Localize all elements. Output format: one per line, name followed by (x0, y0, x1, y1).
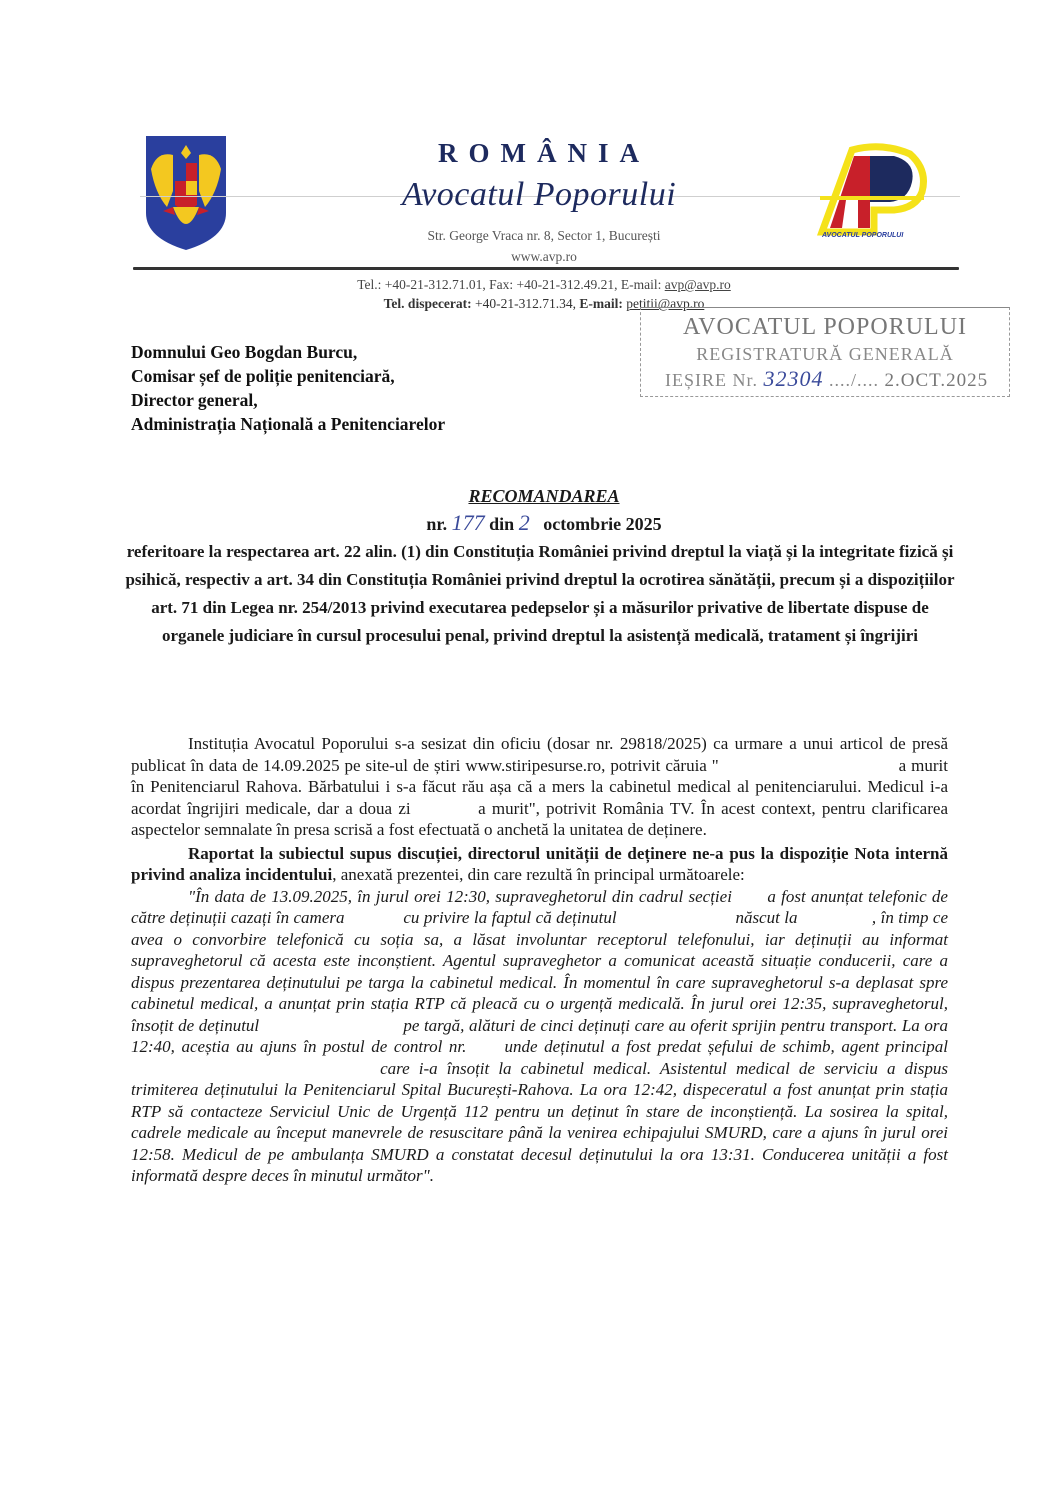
stamp-line-1: AVOCATUL POPORULUI (682, 314, 968, 340)
din-label: din (489, 514, 515, 534)
p1-text-b: a murit în Penitenciarul Rahova. Bărbatului i s-a făcut rău așa că a mers la cabinetul medical al penitenciarului. Medicul i-a acordat îngrijiri medicale, dar a doua zi (131, 755, 948, 818)
logo-caption: AVOCATUL POPORULUI (822, 232, 904, 239)
country-title: ROMÂNIA (438, 138, 650, 168)
document-number: 177 (451, 510, 485, 535)
contact-phone-fax: Tel.: +40-21-312.71.01, Fax: +40-21-312.49.21, E-mail: (357, 277, 665, 292)
nr-label: nr. (426, 514, 448, 534)
addressee-block (131, 340, 445, 436)
dispatch-label: Tel. dispecerat: (383, 296, 472, 311)
stamp-line-3: IEȘIRE Nr. 32304 ..../.... 2.OCT.2025 (665, 366, 989, 391)
email-link-petitii[interactable]: petitii@avp.ro (626, 296, 705, 311)
quote-paragraph (131, 886, 948, 1187)
document-body (131, 733, 948, 1187)
document-number-line (0, 510, 1058, 536)
addressee-name: Domnului Geo Bogdan Burcu, (131, 342, 358, 362)
addressee-position: Director general, (131, 390, 258, 410)
quote-text-1: "În data de 13.09.2025, în jurul orei 12:30, supraveghetorul din cadrul secției (188, 886, 738, 906)
quote-text-7: unde deținutul a fost predat șefului de schimb, agent principal (497, 1037, 949, 1056)
avocatul-poporului-logo-icon (812, 140, 930, 250)
stamp-date: 2.OCT.2025 (884, 370, 989, 391)
stamp-separator: / (851, 370, 858, 390)
institution-address: Str. George Vraca nr. 8, Sector 1, București (427, 228, 661, 243)
quote-text-8: care i-a însoțit la cabinetul medical. Asistentul medical de serviciu a dispus trimiterea deținutului la Penitenciarul Spital București-Rahova. La ora 12:42, dispeceratul a fost anunțat prin stația RTP să contacteze Serviciul Unic de Urgență 112 pentru un deținut în stare de inconștiență. La sosirea la spital, cadrele medicale au început manevrele de resuscitare până la venirea echipajului SMURD, care a ajuns în jurul orei 12:58. Medicul de pe ambulanța SMURD a constatat decesul deținutului la ora 13:31. Conducerea unității a fost informată despre deces în minutul următor". (131, 1058, 948, 1185)
addressee-organization: Administrația Națională a Penitenciarelor (131, 414, 446, 434)
p1-text-a: Instituția Avocatul Poporului s-a sesizat din oficiu (dosar nr. 29818/2025) ca urmare a unui articol de presă publicat în data de 14.09.2025 pe site-ul de știri www.stiripesurse.ro, potrivit căruia " (131, 734, 948, 775)
paragraph-2 (131, 843, 948, 886)
quote-text-6: pe targă, alături de cinci deținuți care au oferit sprijin pentru transport. La ora 12:40, aceștia au ajuns în postul de control nr. (131, 1015, 948, 1056)
institution-website: www.avp.ro (511, 249, 577, 264)
document-month-year: octombrie 2025 (543, 514, 662, 534)
dispatch-phone: +40-21-312.71.34, (471, 296, 580, 311)
stamp-line-2: REGISTRATURĂ GENERALĂ (696, 344, 954, 364)
email-link-avp[interactable]: avp@avp.ro (664, 277, 731, 292)
registry-stamp (640, 307, 1010, 397)
quote-text-3: cu privire la faptul că deținutul (398, 908, 622, 927)
contact-line-1 (0, 277, 1058, 293)
institution-name: Avocatul Poporului (401, 176, 677, 213)
quote-text-2: a fost anunțat telefonic de către deținuții cazați în camera (131, 886, 948, 927)
header-thick-rule (133, 267, 959, 270)
paragraph-1 (131, 733, 948, 841)
quote-text-5: , în timp ce avea o convorbire telefonică cu soția sa, a lăsat involuntar receptorul telefonului, iar deținuții au informat supraveghetorul că acesta este inconștient. Agentul supraveghetor a comunicat această situație conducerii, care a dispus prezentarea deținutului pe targa la cabinetul medical. În momentul în care supraveghetorul s-a deplasat spre cabinetul medical, a anunțat prin stația RTP că pleacă cu o urgență medicală. În jurul orei 12:35, supraveghetorul, însoțit de deținutul (131, 908, 949, 1035)
addressee-rank: Comisar șef de poliție penitenciară, (131, 366, 395, 386)
p2-bold-text: Raportat la subiectul supus discuției, directorul unității de deținere ne-a pus la dispoziție Nota internă privind analiza incidentului (131, 843, 948, 884)
p1-text-c: a murit", potrivit România TV. În acest context, pentru clarificarea aspectelor semnalate în presa scrisă a fost efectuată o anchetă la unitatea de deținere. (131, 798, 948, 839)
p2-text: , anexată prezentei, din care rezultă în principal următoarele: (332, 865, 745, 884)
document-type: RECOMANDAREA (468, 486, 620, 506)
document-subject: referitoare la respectarea art. 22 alin. (1) din Constituția României privind dreptul la viață și la integritate fizică și psihică, respectiv a art. 34 din Constituția României privind dreptul la ocrotirea sănătății, precum și a dispozițiilor art. 71 din Legea nr. 254/2013 privind executarea pedepselor și a măsurilor privative de libertate dispuse de organele judiciare în cursul procesului penal, privind dreptul la asistență medicală, tratament și îngrijiri (125, 542, 955, 645)
email-label: E-mail: (579, 296, 623, 311)
quote-text-4: născut la (731, 908, 802, 927)
document-day: 2 (518, 510, 530, 535)
stamp-registry-number: 32304 (763, 366, 824, 391)
stamp-exit-label: IEȘIRE Nr. (665, 370, 758, 390)
